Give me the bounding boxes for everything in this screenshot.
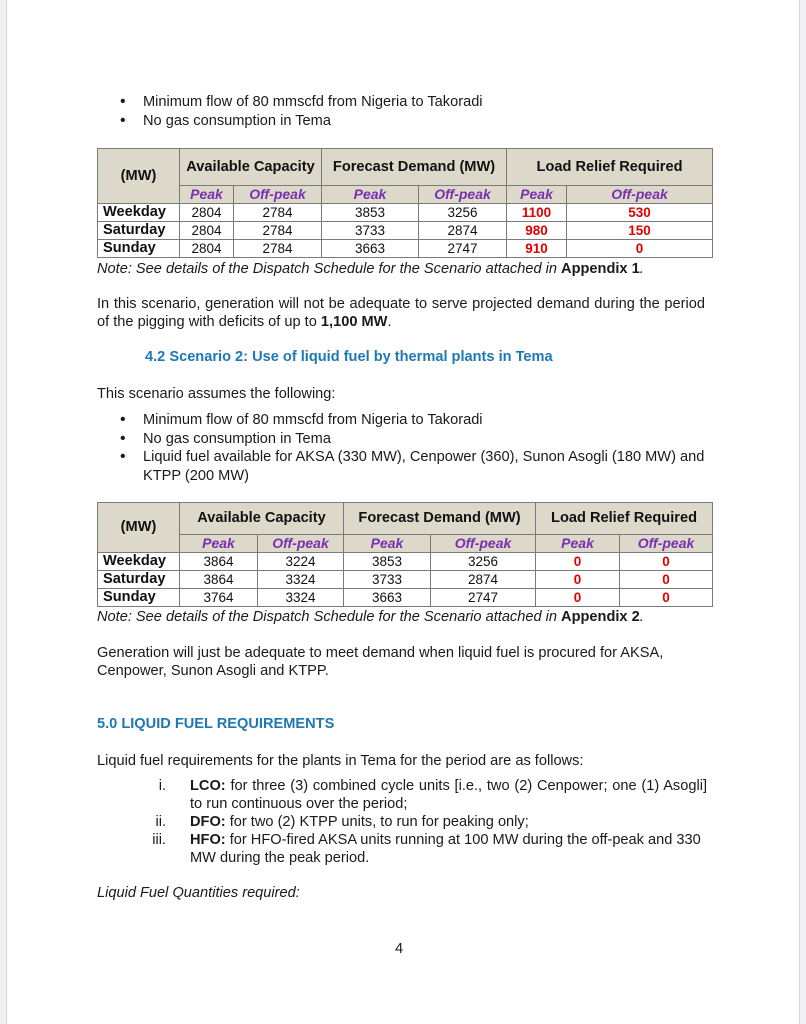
scenario1-note [97,260,717,278]
section5-heading: 5.0 LIQUID FUEL REQUIREMENTS [97,716,335,732]
table-cell: 2804 [180,240,234,258]
table-cell: 2874 [419,222,507,240]
item-label: HFO: [190,832,226,848]
scenario2-bullet-list [117,411,717,485]
available-capacity-header: Available Capacity [180,503,344,535]
load-relief-header: Load Relief Required [536,503,713,535]
table-cell: 0 [620,553,713,571]
table-cell: 0 [567,240,713,258]
paragraph-suffix: . [387,314,392,330]
note-suffix: . [639,261,644,277]
bullet-item: • Liquid fuel available for AKSA (330 MW), Cenpower (360), Sunon Asogli (180 MW) and KTPP (200 MW) [117,448,717,485]
table-cell: 3764 [180,589,258,607]
item-text: for two (2) KTPP units, to run for peaking only; [225,814,529,830]
table-row [98,589,713,607]
scenario1-bullet-list [117,93,717,130]
table-cell: 3733 [344,571,431,589]
subheader-peak: Peak [180,186,234,204]
available-capacity-header: Available Capacity [180,149,322,186]
deficit-value: 1,100 MW [320,314,388,330]
list-item [142,777,707,813]
table-cell: 2874 [431,571,536,589]
appendix-ref: Appendix 2 [561,609,640,625]
bullet-item: • Minimum flow of 80 mmscfd from Nigeria to Takoradi [117,411,717,430]
table-cell: 2784 [234,240,322,258]
table-cell: 3864 [180,553,258,571]
subheader-off-peak: Off-peak [234,186,322,204]
forecast-demand-header: Forecast Demand (MW) [344,503,536,535]
table-cell: 3853 [344,553,431,571]
subheader-peak: Peak [507,186,567,204]
load-relief-header: Load Relief Required [507,149,713,186]
list-item [142,831,707,867]
table-cell: 3256 [419,204,507,222]
table-cell: 3324 [258,589,344,607]
row-day: Sunday [98,240,180,258]
subheader-off-peak: Off-peak [431,535,536,553]
table-row [98,571,713,589]
table-cell: 0 [536,571,620,589]
item-number: ii. [155,814,166,830]
table-cell: 0 [536,589,620,607]
scenario2-intro: This scenario assumes the following: [97,386,336,402]
subheader-off-peak: Off-peak [567,186,713,204]
table-cell: 3224 [258,553,344,571]
row-day: Weekday [98,204,180,222]
table-cell: 3853 [322,204,419,222]
subheader-off-peak: Off-peak [258,535,344,553]
subheader-peak: Peak [322,186,419,204]
table-cell: 3864 [180,571,258,589]
scenario2-note [97,608,717,626]
appendix-ref: Appendix 1 [561,261,640,277]
unit-header: (MW) [98,503,180,553]
table-cell: 3663 [344,589,431,607]
table-row [98,240,713,258]
subheader-off-peak: Off-peak [419,186,507,204]
table-cell: 3324 [258,571,344,589]
forecast-demand-header: Forecast Demand (MW) [322,149,507,186]
bullet-item: • No gas consumption in Tema [117,430,717,449]
scenario1-data-table [97,148,713,258]
table-cell: 2804 [180,222,234,240]
row-day: Saturday [98,222,180,240]
item-text: for three (3) combined cycle units [i.e., two (2) Cenpower; one (1) Asogli] to run continuous over the period; [190,778,707,812]
item-number: iii. [152,832,166,848]
table-cell: 0 [536,553,620,571]
list-item [142,813,707,831]
paragraph-text: In this scenario, generation will not be adequate to serve projected demand during the period of the pigging with deficits of up to [97,296,705,330]
table-row [98,204,713,222]
row-day: Weekday [98,553,180,571]
table-cell: 0 [620,589,713,607]
row-day: Saturday [98,571,180,589]
quantities-label: Liquid Fuel Quantities required: [97,885,300,901]
subheader-peak: Peak [344,535,431,553]
table-cell: 3733 [322,222,419,240]
section5-intro: Liquid fuel requirements for the plants in Tema for the period are as follows: [97,753,584,769]
table-cell: 3256 [431,553,536,571]
document-page [6,0,800,1024]
table-cell: 910 [507,240,567,258]
bullet-item: • No gas consumption in Tema [117,112,717,131]
bullet-item: • Minimum flow of 80 mmscfd from Nigeria to Takoradi [117,93,717,112]
table-cell: 2784 [234,204,322,222]
page-number: 4 [395,941,404,957]
scenario1-paragraph [97,295,705,331]
table-cell: 980 [507,222,567,240]
subheader-peak: Peak [536,535,620,553]
table-cell: 2747 [419,240,507,258]
table-row [98,553,713,571]
table-cell: 150 [567,222,713,240]
unit-header: (MW) [98,149,180,204]
table-row [98,222,713,240]
scenario2-paragraph: Generation will just be adequate to meet demand when liquid fuel is procured for AKSA, Cenpower, Sunon Asogli and KTPP. [97,645,664,679]
note-text: Note: See details of the Dispatch Schedule for the Scenario attached in [97,609,562,625]
row-day: Sunday [98,589,180,607]
table-cell: 1100 [507,204,567,222]
table-cell: 530 [567,204,713,222]
note-text: Note: See details of the Dispatch Schedule for the Scenario attached in [97,261,562,277]
item-text: for HFO-fired AKSA units running at 100 MW during the off-peak and 330 MW during the peak period. [190,832,701,866]
item-number: i. [158,778,166,794]
item-label: DFO: [190,814,226,830]
note-suffix: . [639,609,644,625]
subheader-peak: Peak [180,535,258,553]
table-cell: 2747 [431,589,536,607]
item-label: LCO: [190,778,226,794]
scenario2-heading: 4.2 Scenario 2: Use of liquid fuel by thermal plants in Tema [145,349,553,365]
scenario2-data-table [97,502,713,607]
table-cell: 2784 [234,222,322,240]
subheader-off-peak: Off-peak [620,535,713,553]
table-cell: 3663 [322,240,419,258]
fuel-requirements-list [142,777,707,867]
table-cell: 2804 [180,204,234,222]
table-cell: 0 [620,571,713,589]
